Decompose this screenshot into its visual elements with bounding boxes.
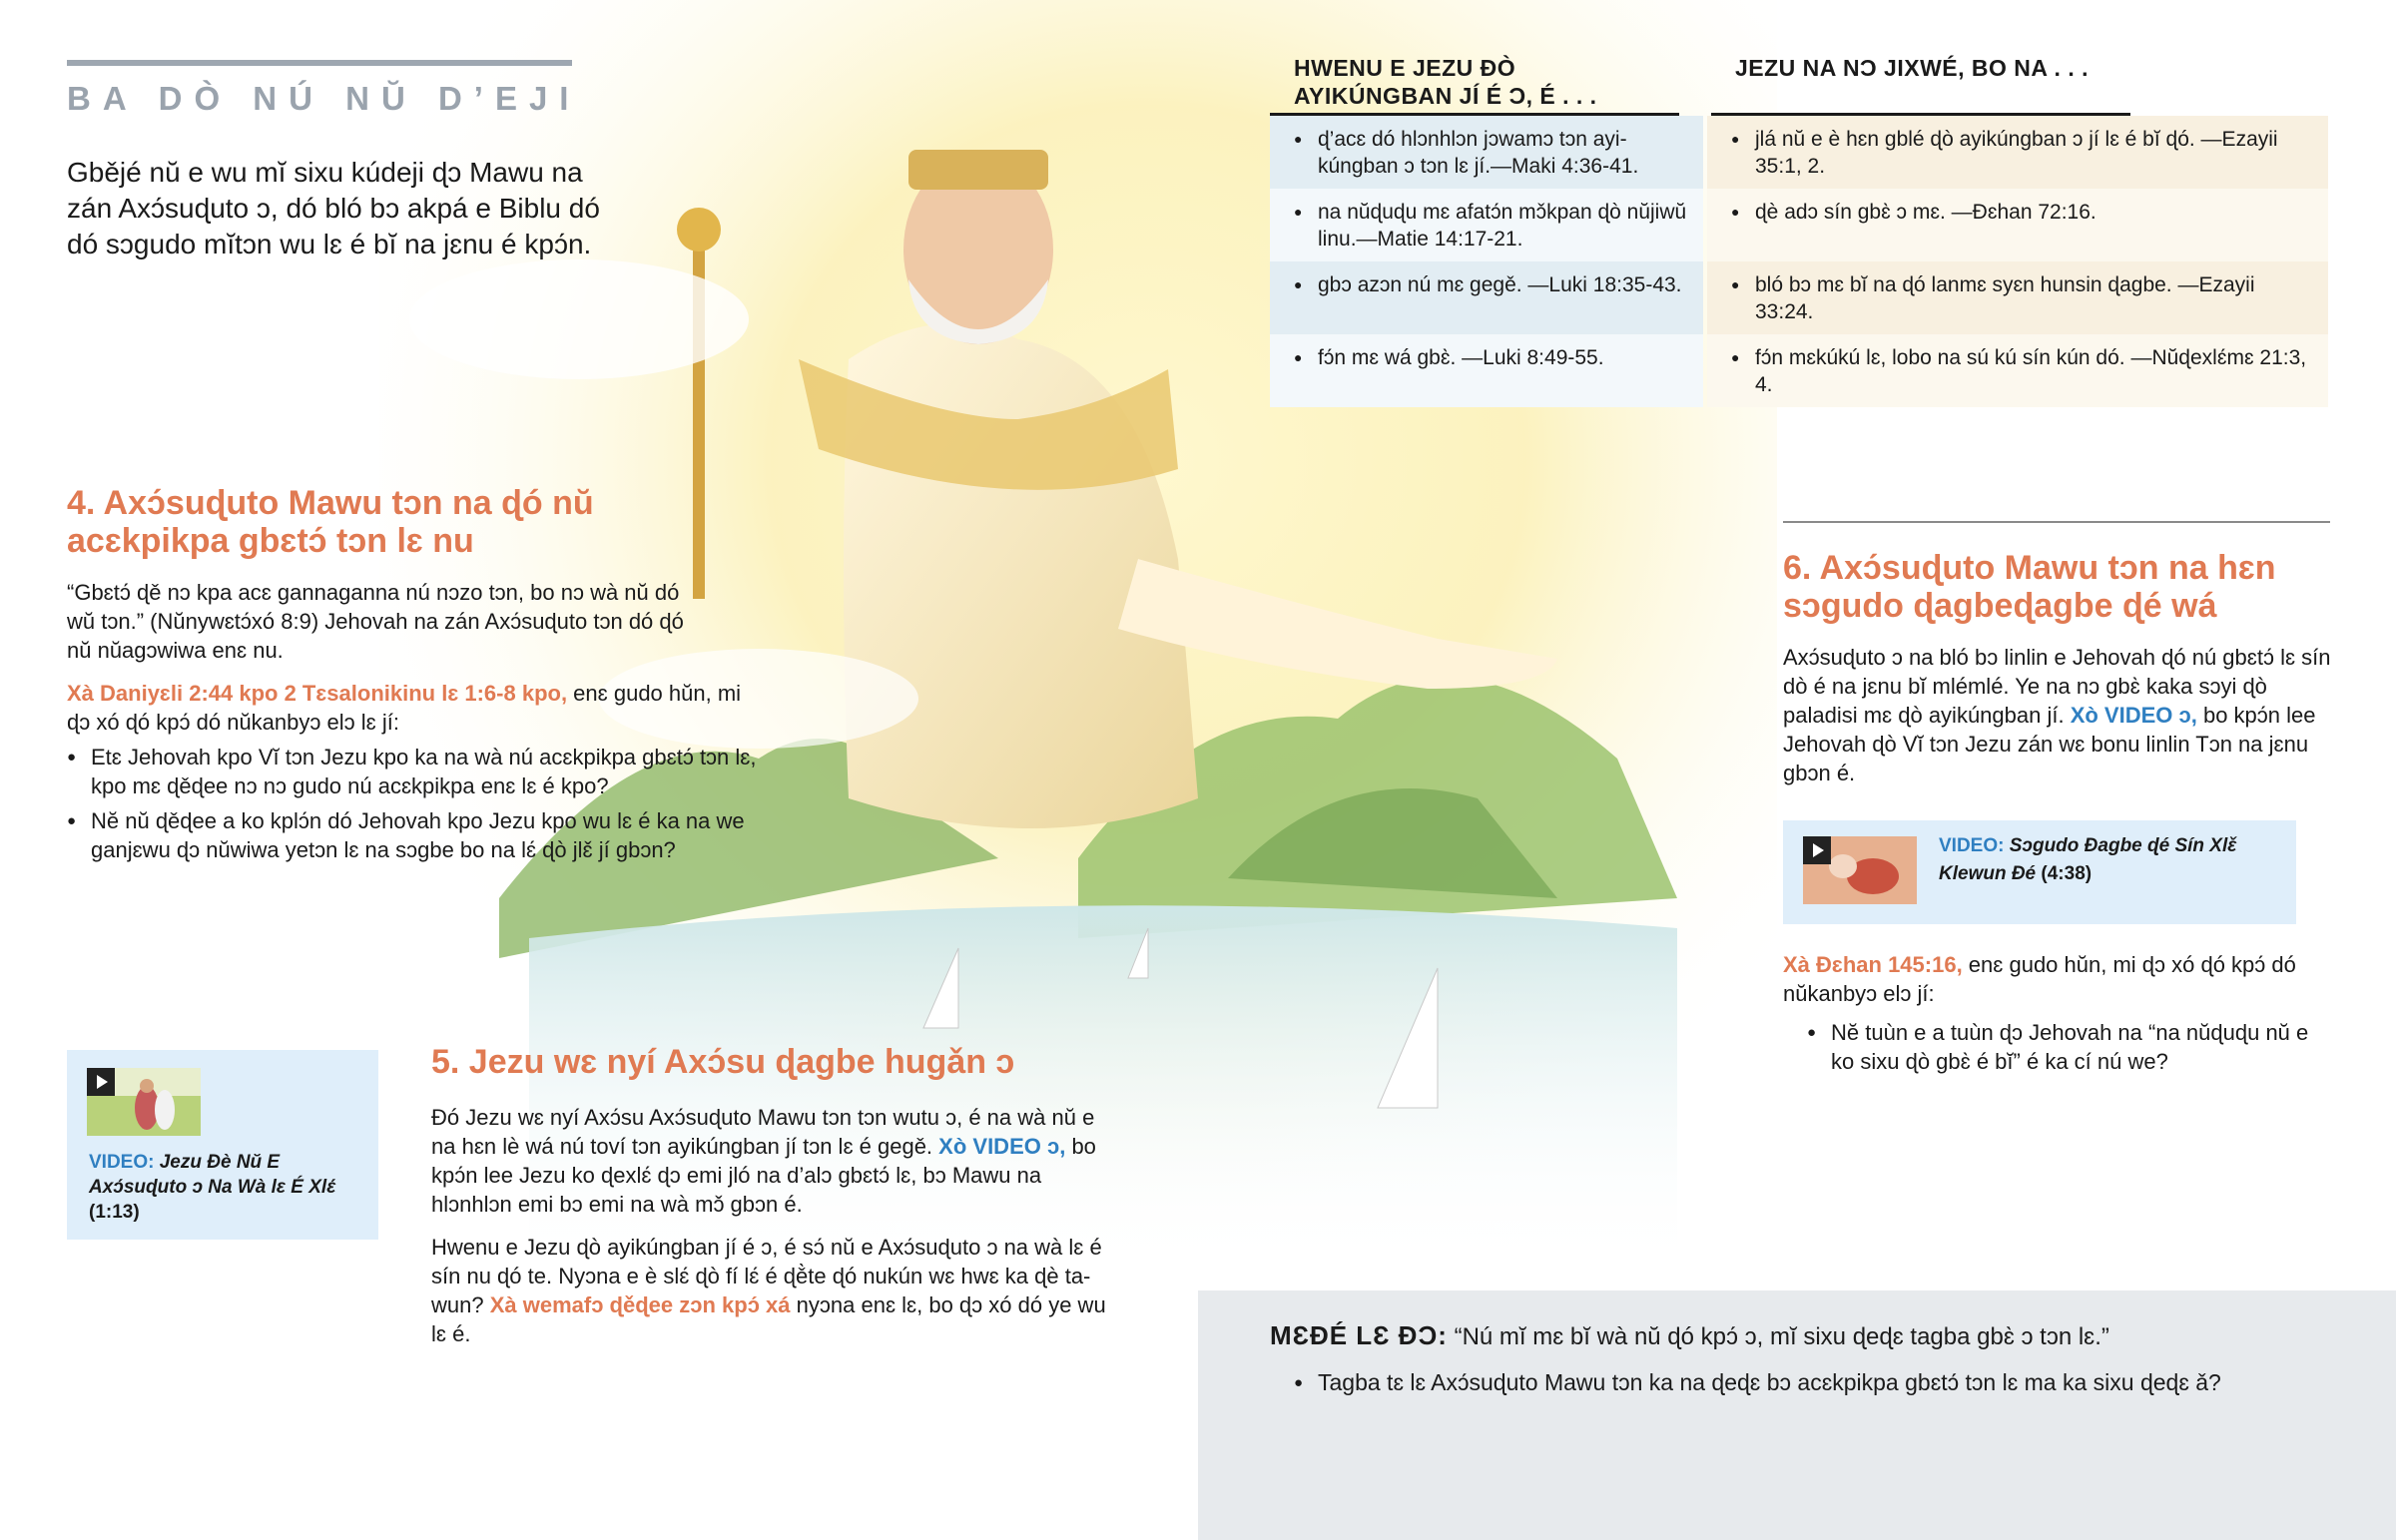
- paragraph-text: bo kpɔ́n lee Jezu ko ɖexlɛ́ ɖɔ emi jló na d’alɔ gbɛtɔ́ lɛ, bɔ Mawu na hlɔnhlɔn emi bɔ emi na wà mɔ̌ gbɔn é.: [431, 1134, 1096, 1217]
- play-icon[interactable]: [87, 1068, 115, 1096]
- section-6-questions: [1783, 1018, 2332, 1076]
- section-5: [431, 1043, 1120, 1348]
- paragraph-text: Hwenu e Jezu ɖò ayikúngban jí é ɔ, é sɔ́ nŭ e Axɔ́suɖuto ɔ na wà lɛ é sín nu ɖó te. Nyɔna e è slɛ́ ɖò fí lɛ́ é ɖě̀te ɖó nukún wɛ hwɛ ka ɖè ta-wun?: [431, 1235, 1102, 1317]
- watch-video-link[interactable]: Xò VIDEO ɔ,: [2070, 703, 2197, 728]
- video-caption: [1939, 832, 2278, 888]
- table-cell: ● bló bɔ mɛ bĭ na ɖó lanmɛ syɛn hunsin ɖagbe. —Ezayii 33:24.: [1707, 261, 2328, 334]
- video-duration: (4:38): [2041, 863, 2093, 884]
- question-item: ● Nĕ nŭ ɖěɖee a ko kplɔ́n dó Jehovah kpo Jezu kpo wu lɛ é ka na we ganjɛwu ɖɔ nŭwiwa yetɔn lɛ na sɔgbe bo na lɛ́ ɖò jlɛ̌ jí gbɔn?: [67, 806, 766, 864]
- section-6-title: 6. Axɔ́suɖuto Mawu tɔn na hɛn sɔgudo ɖagbeɖagbe ɖé wá: [1783, 549, 2276, 625]
- table-cell: ● na nŭɖuɖu mɛ afatɔ́n mɔ̌kpan ɖò nŭjiwŭ linu.—Matie 14:17-21.: [1270, 189, 1703, 261]
- video-label: VIDEO:: [89, 1152, 155, 1173]
- footer-box: [1198, 1290, 2396, 1540]
- section-4-questions: [67, 743, 766, 864]
- section-5-title: 5. Jezu wɛ nyí Axɔ́su ɖagbe hugǎn ɔ: [431, 1043, 1015, 1081]
- section-5-paragraph-1: [431, 1103, 1120, 1219]
- instruction-text: enɛ gudo hŭn, mi ɖɔ xó ɖó kpɔ́ dó nŭkanbyɔ elɔ jí:: [1783, 952, 2296, 1006]
- video-label: VIDEO:: [1939, 835, 2005, 856]
- video-box-future[interactable]: [1783, 820, 2296, 924]
- table-row: [1270, 334, 2328, 407]
- section-6-paragraph: [1783, 643, 2332, 787]
- table-cell: ● jlá nŭ e è hɛn gblé ɖò ayikúngban ɔ jí lɛ é bĭ ɖó. —Ezayii 35:1, 2.: [1707, 116, 2328, 189]
- paragraph-text: nyɔna enɛ lɛ, bo ɖɔ xó dó ye wu lɛ é.: [431, 1292, 1106, 1346]
- table-header-col1: HWENU E JEZU ÐÒ AYIKÚNGBAN JÍ É Ɔ, É . . .: [1270, 54, 1679, 116]
- question-item: ● Etɛ Jehovah kpo Vĭ tɔn Jezu kpo ka na wà nú acɛkpikpa gbɛtɔ́ tɔn lɛ, kpo mɛ ɖěɖee nɔ nɔ gudo nú acɛkpikpa enɛ lɛ é kpo?: [67, 743, 766, 800]
- footer-quote: “Nú mĭ mɛ bĭ wà nŭ ɖó kpɔ́ ɔ, mĭ sixu ɖeɖɛ tagba gbɛ̀ ɔ tɔn lɛ.”: [1447, 1323, 2109, 1350]
- table-row: [1270, 116, 2328, 189]
- paragraph-text: Ðó Jezu wɛ nyí Axɔ́su Axɔ́suɖuto Mawu tɔn tɔn wutu ɔ, é na wà nŭ e na hɛn lè wá nú toví tɔn ayikúngban jí tɔn lɛ é gegě.: [431, 1105, 1095, 1159]
- comparison-table: [1270, 54, 2328, 407]
- watch-video-link[interactable]: Xò VIDEO ɔ,: [938, 1134, 1066, 1159]
- section-4: [67, 484, 766, 864]
- footer-lead: [1270, 1320, 2348, 1352]
- section-6-rule: [1783, 521, 2330, 523]
- video-thumbnail[interactable]: [87, 1068, 201, 1136]
- section-6-instructions: [1783, 950, 2332, 1076]
- question-item: ● Nĕ tuùn e a tuùn ɖɔ Jehovah na “na nŭɖuɖu nŭ e ko sixu ɖò gbɛ̀ é bĭ” é ka cí nú we?: [1807, 1018, 2332, 1076]
- footer-questions: [1294, 1362, 2372, 1397]
- scripture-reference[interactable]: Xà Ðɛhan 145:16,: [1783, 952, 1963, 977]
- paragraph-text: Axɔ́suɖuto ɔ na bló bɔ linlin e Jehovah ɖó nú gbɛtɔ́ lɛ sín dò é na jɛnu bĭ mlémlé. Ye na nɔ gbɛ̀ kaka sɔyi ɖò paladisi mɛ ɖò ayikúngban jí.: [1783, 645, 2331, 728]
- table-header: [1270, 54, 2328, 116]
- table-row: [1270, 261, 2328, 334]
- intro-paragraph: Gbějé nŭ e wu mĭ sixu kúdeji ɖɔ Mawu na zán Axɔ́suɖuto ɔ, dó bló bɔ akpá e Biblu dó dó sɔgudo mĭtɔn wu lɛ é bĭ na jɛnu é kpɔ́n.: [67, 157, 600, 259]
- table-cell: ● fɔ́n mɛkúkú lɛ, lobo na sú kú sín kún dó. —Nŭɖexlɛ́mɛ 21:3, 4.: [1707, 334, 2328, 407]
- section-5-paragraph-2: [431, 1233, 1120, 1348]
- table-header-col2: JEZU NA NƆ JIXWÉ, BO NA . . .: [1711, 54, 2130, 116]
- table-row: [1270, 189, 2328, 261]
- video-caption: [89, 1150, 368, 1225]
- footer-label: MƐÐÉ LƐ ÐƆ:: [1270, 1320, 1448, 1350]
- play-icon[interactable]: [1803, 836, 1831, 864]
- video-title: Jezu Ɖè Nŭ E Axɔ́suɖuto ɔ Na Wà lɛ É Xlɛ́: [89, 1152, 336, 1198]
- section-kicker: BA DÒ NÚ NŬ D’EJI: [67, 80, 581, 117]
- section-4-paragraph: “Gbɛtɔ́ ɖě nɔ kpa acɛ gannaganna nú nɔzo tɔn, bo nɔ wà nŭ dó wŭ tɔn.” (Nŭnywɛtɔ́xó 8:9) Jehovah na zán Axɔ́suɖuto tɔn dó ɖó nŭ nŭagɔwiwa enɛ nu.: [67, 580, 684, 663]
- table-cell: ● ɖ’acɛ dó hlɔnhlɔn jɔwamɔ tɔn ayikúngban ɔ tɔn lɛ jí.—Maki 4:36-41.: [1270, 116, 1703, 189]
- video-title: Sɔgudo Ðagbe ɖé Sín Xlɛ̌ Klewun Ðé: [1939, 835, 2237, 884]
- table-cell: ● ɖè adɔ sín gbɛ̀ ɔ mɛ. —Ðɛhan 72:16.: [1707, 189, 2328, 261]
- section-4-title: 4. Axɔ́suɖuto Mawu tɔn na ɖó nŭ acɛkpikpa gbɛtɔ́ tɔn lɛ nu: [67, 484, 594, 560]
- section-4-instructions: [67, 679, 746, 737]
- instruction-text: enɛ gudo hŭn, mi ɖɔ xó ɖó kpɔ́ dó nŭkanbyɔ elɔ lɛ jí:: [67, 681, 742, 735]
- paragraph-text: bo kpɔ́n lee Jehovah ɖò Vĭ tɔn Jezu zán wɛ bonu linlin Tɔn na jɛnu gbɔn é.: [1783, 703, 2316, 785]
- video-duration: (1:13): [89, 1202, 140, 1223]
- question-item: ● Tagba tɛ lɛ Axɔ́suɖuto Mawu tɔn ka na ɖeɖɛ bɔ acɛkpikpa gbɛtɔ́ tɔn lɛ ma ka sixu ɖeɖɛ ǎ?: [1294, 1368, 2372, 1397]
- table-cell: ● fɔ́n mɛ wá gbɛ̀. —Luki 8:49-55.: [1270, 334, 1703, 407]
- video-thumbnail[interactable]: [1803, 836, 1917, 904]
- video-box-jesus[interactable]: [67, 1050, 378, 1240]
- header-rule: [67, 60, 572, 66]
- table-cell: ● gbɔ azɔn nú mɛ gegě. —Luki 18:35-43.: [1270, 261, 1703, 334]
- section-6: [1783, 549, 2332, 787]
- scripture-reference[interactable]: Xà Daniyɛli 2:44 kpo 2 Tɛsalonikinu lɛ 1:6-8 kpo,: [67, 681, 568, 706]
- instruction-paragraph: [1783, 950, 2332, 1008]
- scripture-reference[interactable]: Xà wemafɔ ɖěɖee zɔn kpɔ́ xá: [489, 1292, 791, 1317]
